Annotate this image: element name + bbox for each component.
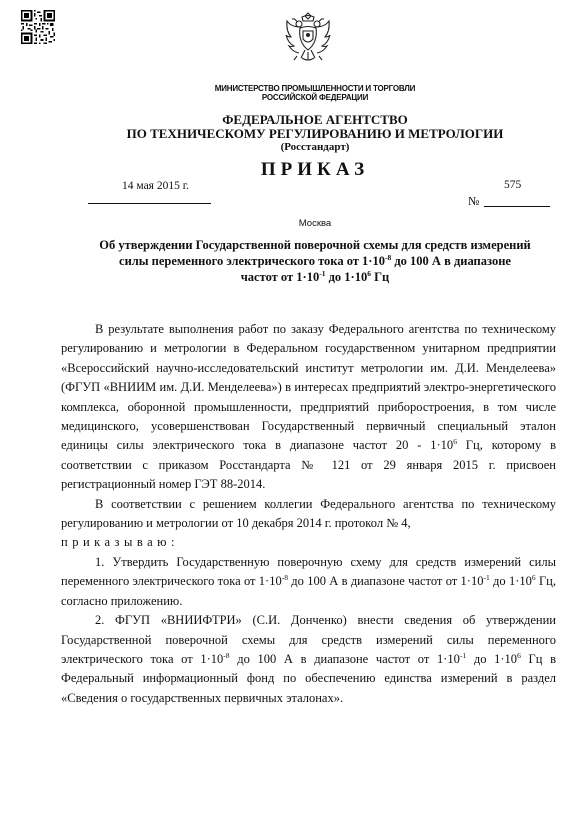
order-item-2: 2. ФГУП «ВНИИФТРИ» (С.И. Донченко) внести сведения об утверждении Государственной поверочной схемы для средств измерений силы переменного электрического тока от $1\cdot 10^{-8}$ до 100 А в диапазоне частот от $1\cdot 10^{-1}$ до $1\cdot 10^6$ Гц в Федеральный информационный фонд по обеспечению единства измерений в раздел «Сведения о государственных первичных эталонах». (61, 613, 556, 705)
date-underline (88, 203, 211, 204)
number-sign: № (468, 194, 480, 208)
order-word: приказываю: (61, 535, 179, 550)
title-line-2: силы переменного электрического тока от $1\cdot 10^{-8}$ до 100 А в диапазоне (119, 253, 511, 268)
order-body (61, 320, 556, 708)
order-item-1: 1. Утвердить Государственную поверочную схему для средств измерений силы переменного электрического тока от $1\cdot 10^{-8}$ до 100 А в диапазоне частот от $1\cdot 10^{-1}$ до $1\cdot 10^6$ Гц, согласно приложению. (61, 554, 556, 608)
order-title (70, 237, 560, 285)
order-number: 575 (504, 179, 522, 191)
ministry-name-line2: РОССИЙСКОЙ ФЕДЕРАЦИИ (261, 93, 369, 102)
ministry-name-line1: МИНИСТЕРСТВО ПРОМЫШЛЕННОСТИ И ТОРГОВЛИ (214, 84, 416, 93)
paragraph-background: В результате выполнения работ по заказу Федерального агентства по техническому регулированию и метрологии в Федеральном государственном унитарном предприятии «Всероссийский научно-исследовательский институт метрологии им. Д.И. Менделеева» (ФГУП «ВНИИМ им. Д.И. Менделеева») в интересах предприятий электро-энергетического комплекса, оборонной промышленности, предприятий приборостроения, в том числе медицинского, усовершенствован Государственный первичный специальный эталон единицы силы электрического тока в диапазоне частот $20 - 1\cdot 10^6$ Гц, которому в соответствии с приказом Росстандарта № 121 от 29 января 2015 г. присвоен регистрационный номер ГЭТ 88-2014. (61, 322, 556, 492)
city: Москва (298, 218, 332, 229)
number-underline (484, 206, 550, 207)
paragraph-basis: В соответствии с решением коллегии Федерального агентства по техническому регулированию и метрологии от 10 декабря 2014 г. протокол № 4, (61, 496, 556, 531)
coat-of-arms-emblem (285, 12, 331, 68)
qr-code (21, 10, 55, 44)
title-line-1: Об утверждении Государственной поверочной схемы для средств измерений (99, 238, 531, 252)
agency-name-line1: ФЕДЕРАЛЬНОЕ АГЕНТСТВО (222, 112, 408, 127)
document-type-heading: ПРИКАЗ (260, 159, 370, 180)
agency-name-line2: ПО ТЕХНИЧЕСКОМУ РЕГУЛИРОВАНИЮ И МЕТРОЛОГИИ (126, 126, 504, 141)
title-line-3: частот от $1\cdot 10^{-1}$ до $1\cdot 10^6$ Гц (240, 269, 390, 284)
agency-short-name: (Росстандарт) (280, 141, 350, 153)
order-date: 14 мая 2015 г. (122, 180, 190, 192)
